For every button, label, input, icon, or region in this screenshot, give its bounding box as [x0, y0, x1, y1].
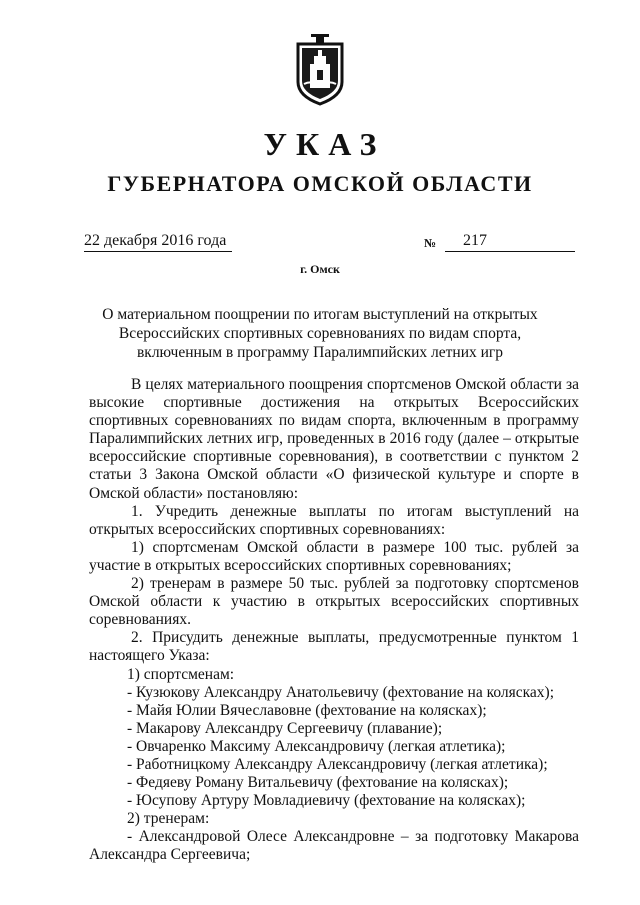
document-body — [89, 376, 579, 865]
document-subtitle: ГУБЕРНАТОРА ОМСКОЙ ОБЛАСТИ — [107, 171, 533, 196]
coaches-label: 2) тренерам: — [127, 810, 210, 828]
athletes-label: 1) спортсменам: — [127, 665, 235, 683]
point-2-paragraph: 2. Присудить денежные выплаты, предусмотренные пунктом 1 настоящего Указа: — [89, 629, 579, 665]
point-1-subitem-2: 2) тренерам в размере 50 тыс. рублей за подготовку спортсменов Омской области к участию в открытых всероссийских спортивных соревнованиях. — [89, 575, 579, 629]
athlete-list-item: - Кузюкову Александру Анатольевичу (фехтование на колясках); — [127, 683, 554, 701]
athlete-list-item: - Федяеву Роману Витальевичу (фехтование на колясках); — [127, 774, 509, 792]
coach-list-item: - Александровой Олесе Александровне – за подготовку Макарова Александра Сергеевича; — [89, 828, 579, 864]
document-number: 217 — [445, 232, 575, 252]
athlete-list-item: - Макарову Александру Сергеевичу (плавание); — [127, 719, 443, 737]
point-1-subitem-1: 1) спортсменам Омской области в размере 100 тыс. рублей за участие в открытых всероссийских спортивных соревнованиях; — [89, 538, 579, 574]
athlete-list-item: - Работницкому Александру Александровичу (легкая атлетика); — [127, 755, 548, 773]
point-1-paragraph: 1. Учредить денежные выплаты по итогам выступлений на открытых всероссийских спортивных соревнованиях: — [89, 502, 579, 538]
subject-line-1: О материальном поощрении по итогам выступлений на открытых — [102, 306, 538, 323]
athlete-list-item: - Овчаренко Максиму Александровичу (легкая атлетика); — [127, 737, 506, 755]
athlete-list-item: - Майя Юлии Вячеславовне (фехтование на колясках); — [127, 701, 487, 719]
document-subject — [80, 305, 560, 362]
preamble-paragraph: В целях материального поощрения спортсменов Омской области за высокие спортивные достижения на открытых Всероссийских спортивных соревнованиях по видам спорта, включенным в программу Паралимпийских летних игр, проведенных в 2016 году (далее – открытые всероссийские спортивные соревнования), в соответствии с пунктом 2 статьи 3 Закона Омской области «О физической культуре и спорте в Омской области» постановляю: — [89, 376, 579, 502]
document-title: УКАЗ — [263, 126, 386, 162]
document-date: 22 декабря 2016 года — [84, 232, 232, 252]
athlete-list-item: - Юсупову Артуру Мовладиевичу (фехтование на колясках); — [127, 792, 526, 810]
number-label: № — [424, 236, 437, 250]
subject-line-2: Всероссийских спортивных соревнованиях по видам спорта, — [118, 325, 522, 342]
subject-line-3: включенным в программу Паралимпийских летних игр — [136, 344, 504, 361]
document-city: г. Омск — [300, 262, 340, 276]
coat-of-arms-emblem — [294, 34, 346, 106]
